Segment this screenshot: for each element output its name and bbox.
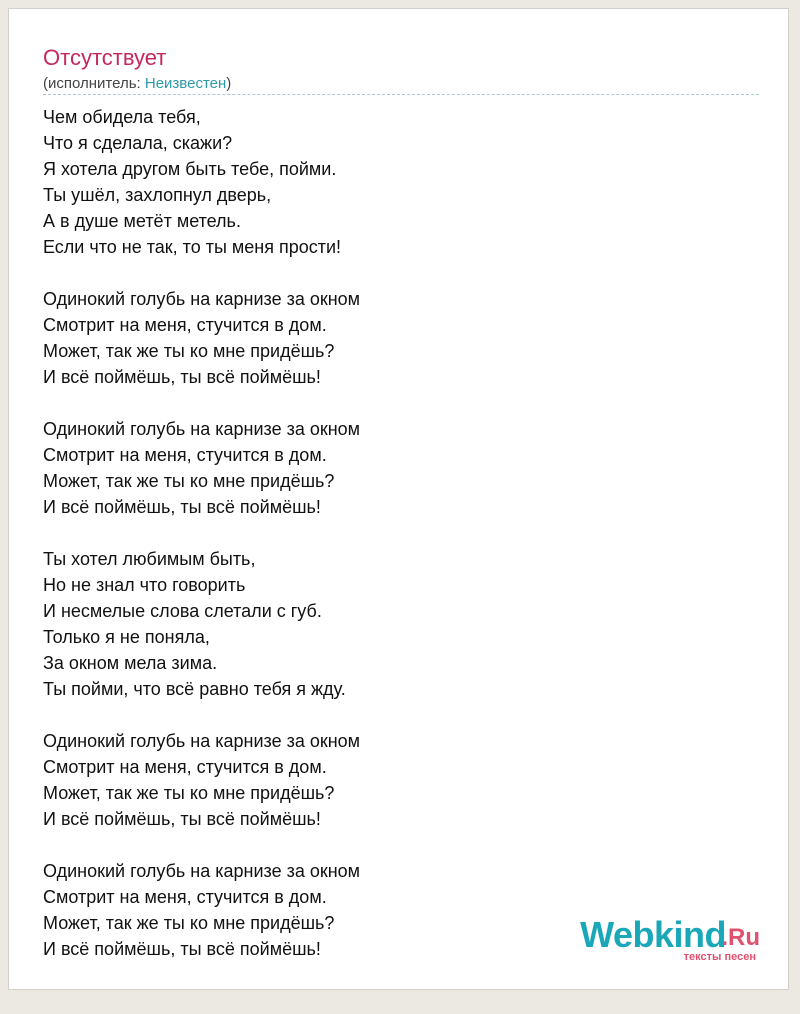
webkind-logo[interactable]	[560, 915, 760, 965]
lyric-line: Ты ушёл, захлопнул дверь,	[43, 185, 272, 205]
artist-prefix: (исполнитель:	[43, 75, 145, 92]
lyric-line: За окном мела зима.	[43, 653, 218, 673]
stanza-gap	[43, 520, 360, 546]
lyric-line: Только я не поняла,	[43, 627, 210, 647]
stanza-gap	[43, 260, 360, 286]
lyric-line: Одинокий голубь на карнизе за окном	[43, 289, 361, 309]
artist-link[interactable]: Неизвестен	[144, 75, 227, 92]
artist-line	[43, 75, 231, 93]
lyric-line: Я хотела другом быть тебе, пойми.	[43, 159, 337, 179]
lyric-line: Ты пойми, что всё равно тебя я жду.	[43, 679, 346, 699]
lyrics-body	[43, 104, 360, 962]
lyric-line: А в душе метёт метель.	[43, 211, 241, 231]
lyric-line: Одинокий голубь на карнизе за окном	[43, 419, 361, 439]
lyric-line: Ты хотел любимым быть,	[43, 549, 256, 569]
lyric-line: Одинокий голубь на карнизе за окном	[43, 861, 361, 881]
lyric-line: Смотрит на меня, стучится в дом.	[43, 757, 327, 777]
stanza-gap	[43, 832, 360, 858]
lyric-line: Может, так же ты ко мне придёшь?	[43, 341, 335, 361]
lyric-line: Может, так же ты ко мне придёшь?	[43, 783, 335, 803]
stanza-gap	[43, 702, 360, 728]
stanza-gap	[43, 390, 360, 416]
lyric-line: И всё поймёшь, ты всё поймёшь!	[43, 497, 321, 517]
lyric-line: Чем обидела тебя,	[43, 107, 201, 127]
lyric-line: Смотрит на меня, стучится в дом.	[43, 315, 327, 335]
lyric-line: И всё поймёшь, ты всё поймёшь!	[43, 809, 321, 829]
logo-tld: .Ru	[721, 924, 760, 951]
lyric-line: Если что не так, то ты меня прости!	[43, 237, 342, 257]
lyric-line: И несмелые слова слетали с губ.	[43, 601, 322, 621]
artist-suffix: )	[226, 75, 232, 92]
lyric-line: Но не знал что говорить	[43, 575, 246, 595]
song-title: Отсутствует	[43, 45, 167, 70]
lyric-line: Смотрит на меня, стучится в дом.	[43, 887, 327, 907]
header-divider	[43, 94, 759, 95]
logo-brand: Webkind	[580, 914, 726, 955]
logo-tagline: тексты песен	[683, 951, 756, 963]
lyrics-page	[8, 8, 789, 990]
lyric-line: Может, так же ты ко мне придёшь?	[43, 913, 335, 933]
lyric-line: И всё поймёшь, ты всё поймёшь!	[43, 939, 321, 959]
lyric-line: И всё поймёшь, ты всё поймёшь!	[43, 367, 321, 387]
lyric-line: Что я сделала, скажи?	[43, 133, 233, 153]
lyric-line: Может, так же ты ко мне придёшь?	[43, 471, 335, 491]
lyric-line: Одинокий голубь на карнизе за окном	[43, 731, 361, 751]
lyric-line: Смотрит на меня, стучится в дом.	[43, 445, 327, 465]
